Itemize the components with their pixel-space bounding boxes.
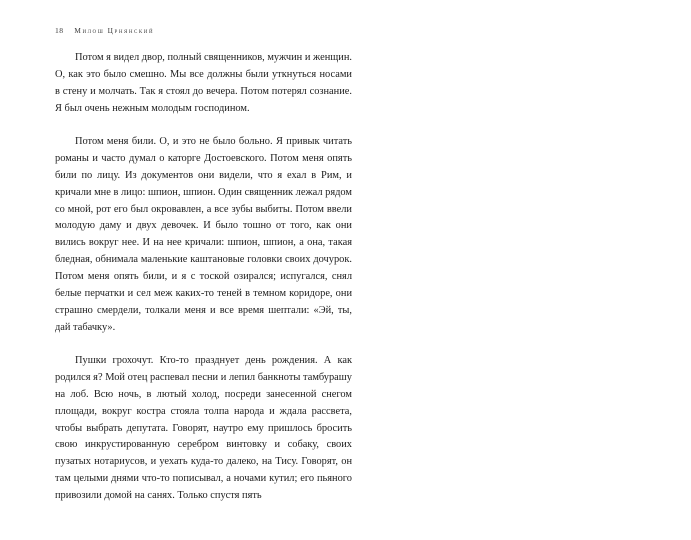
- paragraph: Потом меня били. О, и это не было больно. Я привык читать романы и часто думал о каторге Достоевского. Потом меня опять били по лицу. Из документов они видели, что я ехал в Рим, и кричали мне в лицо: шпион, шпион. Один священник лежал рядом со мной, рот его был окровавлен, а все зубы выбиты. Потом ввели молодую даму и двух девочек. И было тошно от того, как они вились вокруг нее. И на нее кричали: шпион, шпион, а она, такая бледная, обнимала маленькие каштановые головки своих дочурок. Потом меня опять били, и я с тоской озирался; испугался, снял белые перчатки и сел меж каких-то теней в темном коридоре, они страшно смердели, толкали меня и все время шептали: «Эй, ты, дай табачку».: [55, 136, 352, 333]
- paragraph: Пушки грохочут. Кто-то празднует день рождения. А как родился я? Мой отец распевал песни и лепил банкноты тамбурашу на лоб. Всю ночь, в лютый холод, посреди занесенной снегом площади, вокруг костра стояла толпа народа и ждала рассвета, чтобы выбрать депутата. Говорят, наутро ему пришлось бросить свою инкрустированную серебром винтовку и собаку, своих пузатых нотариусов, и уехать куда-то далеко, на Тису. Говорят, он там целыми днями что-то пописывал, а ночами кутил; его пьяного привозили домой на санях. Только спустя пять: [55, 355, 352, 501]
- left-page-textblock: [55, 50, 352, 505]
- running-head-left: [55, 26, 154, 35]
- page-folio-left: 18: [55, 26, 64, 35]
- right-page: [346, 0, 691, 540]
- running-head-title-left: Милош Црнянский: [74, 26, 155, 35]
- paragraph: Потом я видел двор, полный священников, мужчин и женщин. О, как это было смешно. Мы все должны были уткнуться носами в стену и молчать. Так я стоял до вечера. Потом потерял сознание. Я был очень нежным молодым господином.: [55, 52, 352, 114]
